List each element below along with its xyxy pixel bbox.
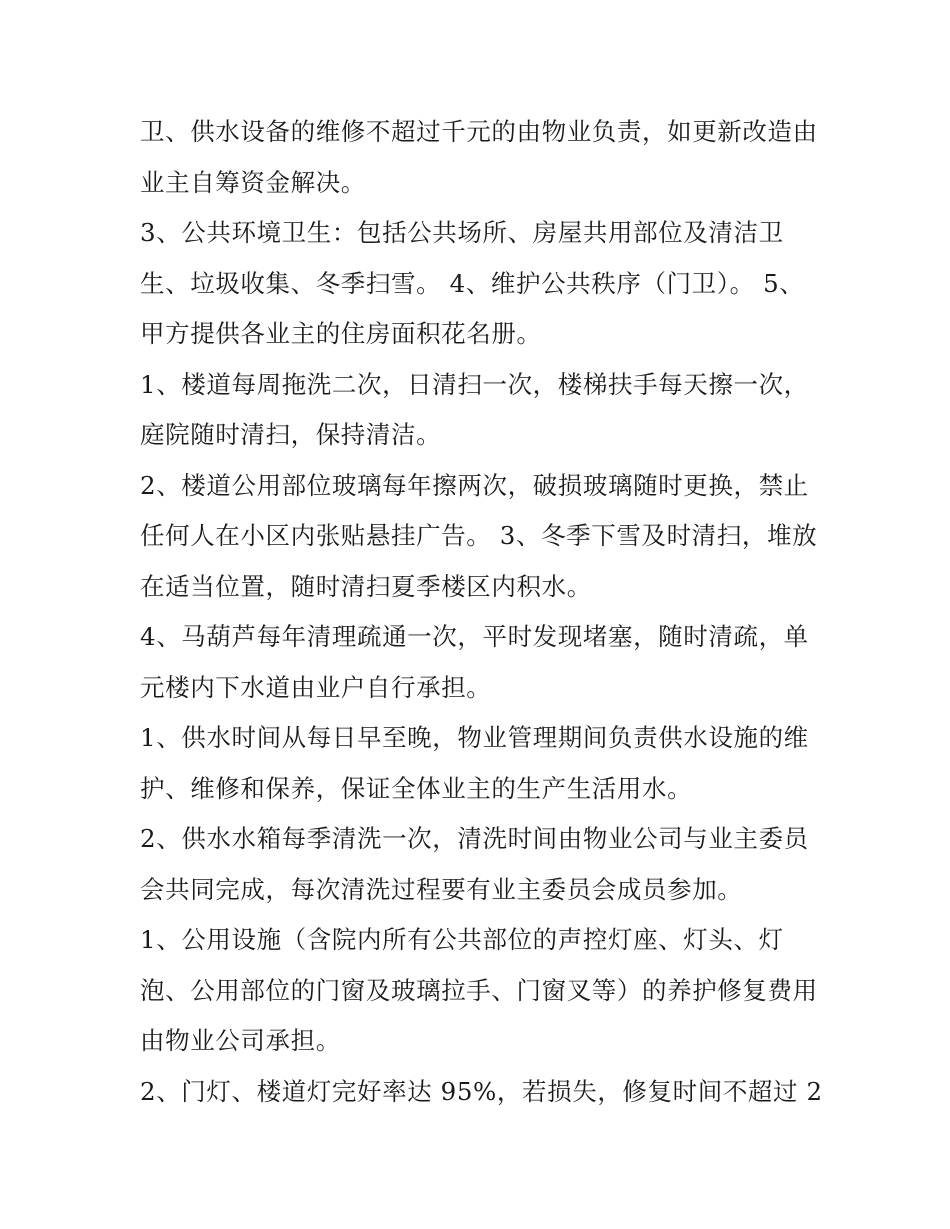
text-line: 护、维修和保养，保证全体业主的生产生活用水。	[140, 773, 693, 803]
text-line: 元楼内下水道由业户自行承担。	[140, 672, 492, 702]
text-line: 4、马葫芦每年清理疏通一次，平时发现堵塞，随时清疏，单	[140, 622, 809, 651]
text-line: 会共同完成，每次清洗过程要有业主委员会成员参加。	[140, 874, 743, 904]
paragraph	[140, 208, 820, 360]
paragraph	[140, 713, 820, 814]
text-line: 3、公共环境卫生：包括公共场所、房屋共用部位及清洁卫	[140, 218, 784, 247]
text-line: 在适当位置，随时清扫夏季楼区内积水。	[140, 571, 592, 601]
paragraph	[140, 461, 820, 613]
text-line: 任何人在小区内张贴悬挂广告。 3、冬季下雪及时清扫，堆放	[140, 521, 818, 550]
text-line: 卫、供水设备的维修不超过千元的由物业负责，如更新改造由	[140, 117, 818, 146]
paragraph	[140, 1067, 823, 1118]
paragraph	[140, 360, 820, 461]
text-line: 1、供水时间从每日早至晚，物业管理期间负责供水设施的维	[140, 723, 809, 752]
paragraph	[140, 915, 820, 1067]
paragraph	[140, 612, 820, 713]
text-line: 2、供水水箱每季清洗一次，清洗时间由物业公司与业主委员	[140, 824, 809, 853]
text-line: 业主自筹资金解决。	[140, 167, 366, 197]
text-line: 1、公用设施（含院内所有公共部位的声控灯座、灯头、灯	[140, 925, 784, 954]
text-line: 生、垃圾收集、冬季扫雪。 4、维护公共秩序（门卫）。 5、	[140, 268, 805, 298]
document-body	[140, 107, 823, 1117]
paragraph	[140, 814, 820, 915]
text-line: 泡、公用部位的门窗及玻璃拉手、门窗叉等）的养护修复费用	[140, 975, 818, 1005]
text-line: 甲方提供各业主的住房面积花名册。	[140, 319, 542, 348]
text-line: 2、楼道公用部位玻璃每年擦两次，破损玻璃随时更换，禁止	[140, 470, 809, 500]
text-line: 1、楼道每周拖洗二次，日清扫一次，楼梯扶手每天擦一次，	[140, 369, 809, 399]
text-line: 由物业公司承担。	[140, 1026, 341, 1055]
text-line: 庭院随时清扫，保持清洁。	[140, 420, 442, 449]
text-line: 2、门灯、楼道灯完好率达 95%，若损失，修复时间不超过 2	[140, 1076, 823, 1106]
paragraph	[140, 107, 820, 208]
